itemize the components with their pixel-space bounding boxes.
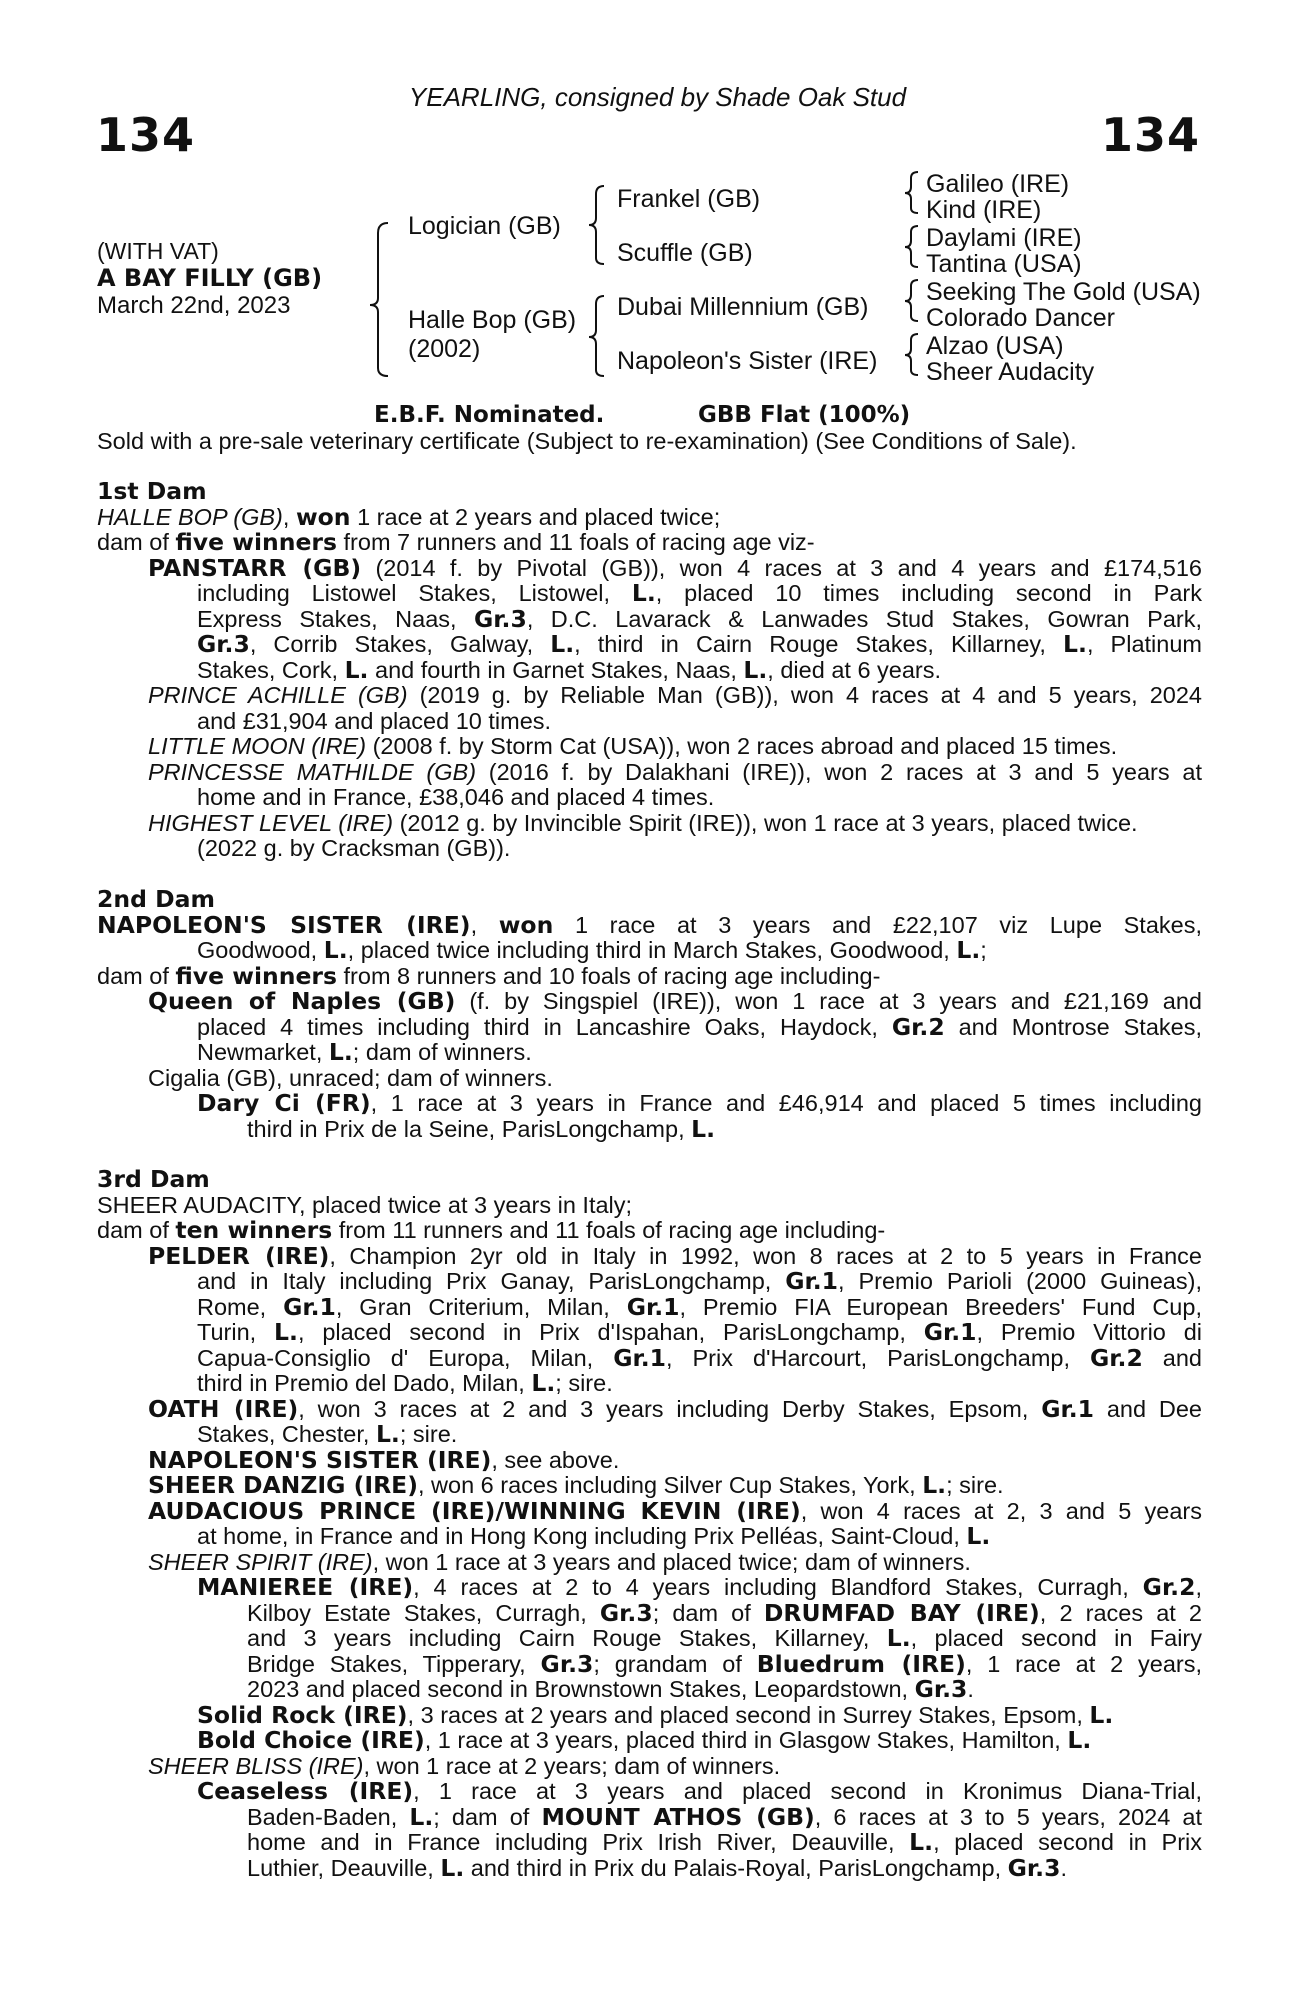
dam-sire: Dubai Millennium (GB)	[617, 293, 869, 321]
sale-conditions-note: Sold with a pre-sale veterinary certificate (Subject to re-examination) (See Conditions of Sale).	[97, 428, 1077, 454]
produce-entry: LITTLE MOON (IRE) (2008 f. by Storm Cat (USA)), won 2 races abroad and placed 15 times.	[148, 733, 1118, 759]
ancestor-g5: Seeking The Gold (USA)	[926, 278, 1201, 306]
produce-entry: Cigalia (GB), unraced; dam of winners.	[148, 1064, 553, 1091]
second-dam-section: 2nd Dam NAPOLEON'S SISTER (IRE), won 1 race at 3 years and £22,107 viz Lupe Stakes, Goodwood, L., placed twice including third in March Stakes, Goodwood, L.; dam of five winners from 8 runners and 10 foals of racing age including- Queen of Naples (GB) (f. by Singspiel (IRE)), won 1 race at 3 years and £21,169 and placed 4 times including third in Lancashire Oaks, Haydock, Gr.2 and Montrose Stakes, Newmarket, L.; dam of winners. Cigalia (GB), unraced; dam of winners. Dary Ci (FR), 1 race at 3 years in France and £46,914 and placed 5 times including third in Prix de la Seine, ParisLongchamp, L.	[97, 885, 1202, 1143]
ancestor-g3: Daylami (IRE)	[926, 224, 1082, 252]
produce-entry: Ceaseless (IRE), 1 race at 3 years and placed second in Kronimus Diana-Trial,	[197, 1779, 1202, 1805]
dam: Halle Bop (GB)	[408, 306, 577, 334]
produce-entry: Queen of Naples (GB) (f. by Singspiel (IRE)), won 1 race at 3 years and £21,169 and	[148, 989, 1202, 1015]
produce-entry: SHEER BLISS (IRE), won 1 race at 2 years; dam of winners.	[148, 1752, 781, 1779]
gbb-note: GBB Flat (100%)	[698, 402, 911, 428]
produce-entry: Bold Choice (IRE), 1 race at 3 years, placed third in Glasgow Stakes, Hamilton, L.	[197, 1726, 1092, 1754]
ancestor-g6: Colorado Dancer	[926, 304, 1115, 332]
ancestor-g1: Galileo (IRE)	[926, 170, 1070, 198]
produce-entry: HIGHEST LEVEL (IRE) (2012 g. by Invincible Spirit (IRE)), won 1 race at 3 years, placed twice.	[148, 809, 1138, 836]
produce-entry: SHEER DANZIG (IRE), won 6 races including Silver Cup Stakes, York, L.; sire.	[148, 1471, 1004, 1499]
section-heading: 3rd Dam	[97, 1165, 210, 1193]
lot-number-left: 134	[96, 108, 196, 162]
produce-entry: PELDER (IRE), Champion 2yr old in Italy in 1992, won 8 races at 2 to 5 years in France	[148, 1243, 1202, 1269]
horse-dob: March 22nd, 2023	[97, 292, 291, 319]
horse-name: A BAY FILLY (GB)	[97, 264, 323, 292]
produce-entry: PRINCESSE MATHILDE (GB) (2016 f. by Dalakhani (IRE)), won 2 races at 3 and 5 years at	[148, 759, 1202, 785]
ancestor-g8: Sheer Audacity	[926, 358, 1095, 386]
sire-dam: Scuffle (GB)	[617, 239, 753, 267]
third-dam-section: 3rd Dam SHEER AUDACITY, placed twice at 3 years in Italy; dam of ten winners from 11 runners and 11 foals of racing age including- PELDER (IRE), Champion 2yr old in Italy in 1992, won 8 races at 2 to 5 years in France and in Italy including Prix Ganay, ParisLongchamp, Gr.1, Premio Parioli (2000 Guineas), Rome, Gr.1, Gran Criterium, Milan, Gr.1, Premio FIA European Breeders' Fund Cup, Turin, L., placed second in Prix d'Ispahan, ParisLongchamp, Gr.1, Premio Vittorio di Capua-Consiglio d' Europa, Milan, Gr.1, Prix d'Harcourt, ParisLongchamp, Gr.2 and third in Premio del Dado, Milan, L.; sire. OATH (IRE), won 3 races at 2 and 3 years including Derby Stakes, Epsom, Gr.1 and Dee Stakes, Chester, L.; sire. NAPOLEON'S SISTER (IRE), see above. SHEER DANZIG (IRE), won 6 races including Silver Cup Stakes, York, L.; sire. AUDACIOUS PRINCE (IRE)/WINNING KEVIN (IRE), won 4 races at 2, 3 and 5 years at home, in France and in Hong Kong including Prix Pelléas, Saint-Cloud, L. SHEER SPIRIT (IRE), won 1 race at 3 years and placed twice; dam of winners. MANIEREE (IRE), 4 races at 2 to 4 years including Blandford Stakes, Curragh, Gr.2, Kilboy Estate Stakes, Curragh, Gr.3; dam of DRUMFAD BAY (IRE), 2 races at 2 and 3 years including Cairn Rouge Stakes, Killarney, L., placed second in Fairy Bridge Stakes, Tipperary, Gr.3; grandam of Bluedrum (IRE), 1 race at 2 years, 2023 and placed second in Brownstown Stakes, Leopardstown, Gr.3. Solid Rock (IRE), 3 races at 2 years and placed second in Surrey Stakes, Epsom, L. Bold Choice (IRE), 1 race at 3 years, placed third in Glasgow Stakes, Hamilton, L. SHEER BLISS (IRE), won 1 race at 2 years; dam of winners. Ceaseless (IRE), 1 race at 3 years and placed second in Kronimus Diana-Trial, Baden-Baden, L.; dam of MOUNT ATHOS (GB), 6 races at 3 to 5 years, 2024 at home and in France including Prix Irish River, Deauville, L., placed second in Prix Luthier, Deauville, L. and third in Prix du Palais-Royal, ParisLongchamp, Gr.3.	[97, 1165, 1202, 1882]
section-heading: 2nd Dam	[97, 885, 215, 913]
produce-entry: NAPOLEON'S SISTER (IRE), see above.	[148, 1445, 620, 1474]
produce-entry: OATH (IRE), won 3 races at 2 and 3 years including Derby Stakes, Epsom, Gr.1 and Dee	[148, 1396, 1202, 1422]
catalogue-subtitle: YEARLING, consigned by Shade Oak Stud	[408, 82, 907, 112]
produce-entry: (2022 g. by Cracksman (GB)).	[197, 835, 511, 861]
produce-entry: Dary Ci (FR), 1 race at 3 years in France and £46,914 and placed 5 times including	[197, 1091, 1202, 1117]
ancestor-g2: Kind (IRE)	[926, 196, 1042, 224]
produce-entry: SHEER SPIRIT (IRE), won 1 race at 3 years and placed twice; dam of winners.	[148, 1548, 971, 1575]
dam-name: HALLE BOP (GB)	[97, 503, 283, 530]
sire-sire: Frankel (GB)	[617, 185, 761, 213]
ancestor-g4: Tantina (USA)	[926, 250, 1082, 278]
ancestor-g7: Alzao (USA)	[926, 332, 1064, 360]
dam-year: (2002)	[408, 335, 481, 363]
produce-entry: AUDACIOUS PRINCE (IRE)/WINNING KEVIN (IRE), won 4 races at 2, 3 and 5 years	[148, 1498, 1202, 1524]
sire: Logician (GB)	[408, 212, 561, 240]
produce-entry: PANSTARR (GB) (2014 f. by Pivotal (GB)), won 4 races at 3 and 4 years and £174,516	[148, 555, 1202, 581]
produce-entry: PRINCE ACHILLE (GB) (2019 g. by Reliable Man (GB)), won 4 races at 4 and 5 years, 2024	[148, 683, 1202, 708]
dam-dam: Napoleon's Sister (IRE)	[617, 347, 878, 375]
lot-number-right: 134	[1100, 108, 1200, 162]
section-heading: 1st Dam	[97, 477, 207, 505]
first-dam-section: 1st Dam HALLE BOP (GB), won 1 race at 2 years and placed twice; dam of five winners from 7 runners and 11 foals of racing age viz- PANSTARR (GB) (2014 f. by Pivotal (GB)), won 4 races at 3 and 4 years and £174,516 including Listowel Stakes, Listowel, L., placed 10 times including second in Park Express Stakes, Naas, Gr.3, D.C. Lavarack & Lanwades Stud Stakes, Gowran Park, Gr.3, Corrib Stakes, Galway, L., third in Cairn Rouge Stakes, Killarney, L., Platinum Stakes, Cork, L. and fourth in Garnet Stakes, Naas, L., died at 6 years. PRINCE ACHILLE (GB) (2019 g. by Reliable Man (GB)), won 4 races at 4 and 5 years, 2024 and £31,904 and placed 10 times. LITTLE MOON (IRE) (2008 f. by Storm Cat (USA)), won 2 races abroad and placed 15 times. PRINCESSE MATHILDE (GB) (2016 f. by Dalakhani (IRE)), won 2 races at 3 and 5 years at home and in France, £38,046 and placed 4 times. HIGHEST LEVEL (IRE) (2012 g. by Invincible Spirit (IRE)), won 1 race at 3 years, placed twice. (2022 g. by Cracksman (GB)).	[97, 477, 1202, 861]
vat-note: (WITH VAT)	[97, 238, 219, 264]
ebf-note: E.B.F. Nominated.	[374, 402, 605, 428]
produce-entry: MANIEREE (IRE), 4 races at 2 to 4 years including Blandford Stakes, Curragh, Gr.2,	[197, 1575, 1202, 1601]
produce-entry: Solid Rock (IRE), 3 races at 2 years and placed second in Surrey Stakes, Epsom, L.	[197, 1700, 1114, 1729]
